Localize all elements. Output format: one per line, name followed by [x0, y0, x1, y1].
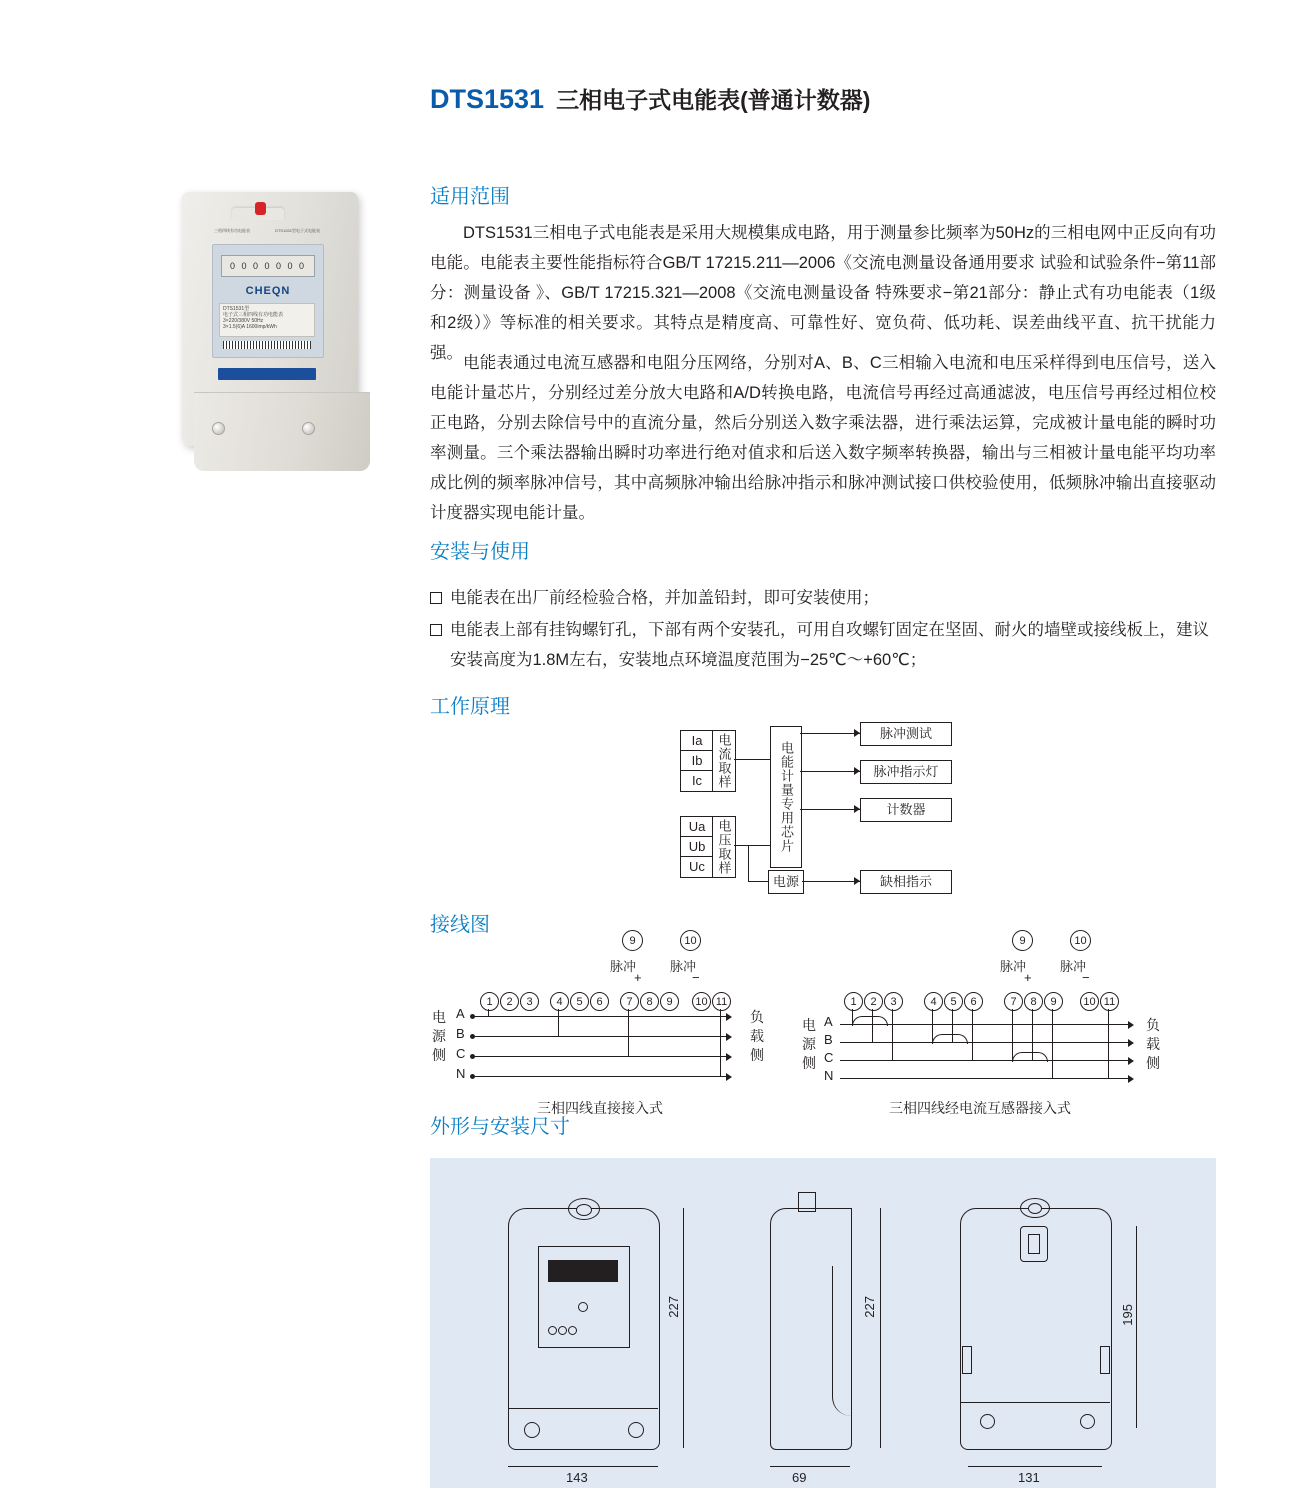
arrow-icon	[854, 767, 860, 775]
back-rib-left	[962, 1346, 972, 1374]
front-button-2	[558, 1326, 567, 1335]
wiring-diagram-direct	[430, 930, 770, 1116]
terminal-11: 11	[712, 992, 731, 1011]
front-led	[578, 1302, 588, 1312]
pulse-label-minus: 脉冲	[1060, 959, 1087, 974]
wire-line-b	[472, 1036, 728, 1037]
terminal-1: 1	[480, 992, 499, 1011]
back-divider	[960, 1402, 1110, 1403]
input-label-ua: Ua	[680, 816, 713, 838]
connector-voltage-power	[748, 845, 749, 881]
meter-face-panel	[212, 244, 324, 358]
terminal-6: 6	[964, 992, 983, 1011]
arrow-icon	[726, 1073, 732, 1081]
pulse-terminal-9: 9	[1012, 930, 1033, 951]
wire-drop-4	[558, 1009, 559, 1036]
section-heading-install: 安装与使用	[430, 541, 530, 563]
meter-barcode	[223, 341, 311, 349]
output-phase-loss: 缺相指示	[860, 870, 952, 894]
phase-label-n: N	[456, 1066, 466, 1081]
source-side-label: 电 源 侧	[802, 1017, 816, 1071]
wire-drop-4	[932, 1009, 933, 1042]
wire-drop-1	[488, 1009, 489, 1016]
phase-label-a: A	[456, 1006, 465, 1021]
wire-line-a	[472, 1016, 728, 1017]
phase-label-n: N	[824, 1068, 834, 1083]
connector-chip-counter	[800, 809, 860, 810]
back-mounting-hole-left	[980, 1414, 995, 1429]
wiring-caption-direct: 三相四线直接接入式	[537, 1100, 663, 1116]
pulse-sign-plus: +	[1024, 970, 1032, 985]
meter-register-display: 0 0 0 0 0 0 0	[221, 255, 315, 277]
wire-drop-3	[892, 1009, 893, 1060]
meter-screw-right	[302, 422, 315, 435]
back-hanger-hole-inner	[1028, 1203, 1042, 1214]
hanger-hole-inner	[576, 1204, 592, 1216]
back-mounting-hole-right	[1080, 1414, 1095, 1429]
terminal-2: 2	[864, 992, 883, 1011]
connector-chip-led	[800, 771, 860, 772]
pulse-terminal-10: 10	[1070, 930, 1091, 951]
terminal-8: 8	[640, 992, 659, 1011]
wire-line-n	[472, 1076, 728, 1077]
dimension-panel	[430, 1158, 1216, 1488]
dimension-value-side-width: 69	[792, 1470, 807, 1485]
wire-drop-7	[1012, 1009, 1013, 1060]
junction-dot	[470, 1074, 475, 1079]
dimension-back-view	[940, 1186, 1180, 1485]
dimension-value-side-height: 227	[862, 1296, 877, 1318]
wire-drop-7	[628, 1009, 629, 1056]
dimension-side-view	[730, 1186, 930, 1485]
checkbox-icon	[430, 592, 442, 604]
block-voltage-sampling: 电压取样	[712, 816, 736, 878]
meter-spec-line2: 电子式三相四线有功电能表	[223, 312, 284, 318]
side-hanger	[798, 1192, 816, 1212]
wiring-caption-ct: 三相四线经电流互感器接入式	[889, 1100, 1071, 1116]
scope-paragraph-1: DTS1531三相电子式电能表是采用大规模集成电路，用于测量参比频率为50Hz的三相电网中正反向有功电能。电能表主要性能指标符合GB/T 17215.211—2006《交流电测量设备通用要求 试验和试验条件−第11部分：测量设备 》、GB/T 17215.321—2008《交流电测量设备 特殊要求−第21部分：静止式有功电能表（1级和2级）》等标准的相关要求。其特点是精度高、可靠性好、宽负荷、低功耗、误差曲线平直、抗干扰能力强。	[430, 224, 1216, 362]
wire-drop-9	[1052, 1009, 1053, 1078]
meter-screw-left	[212, 422, 225, 435]
section-heading-wiring: 接线图	[430, 914, 490, 936]
install-item-2: 电能表上部有挂钩螺钉孔，下部有两个安装孔，可用自攻螺钉固定在坚固、耐火的墙壁或接线板上，建议安装高度为1.8M左右，安装地点环境温度范围为−25℃～+60℃；	[450, 621, 1209, 669]
dimension-front-view	[478, 1186, 708, 1485]
block-metering-chip: 电能计量专用芯片	[770, 726, 802, 868]
meter-indicator-led	[255, 202, 266, 215]
terminal-5: 5	[570, 992, 589, 1011]
pulse-label-plus: 脉冲	[1000, 959, 1027, 974]
wire-drop-11	[1108, 1009, 1109, 1078]
dimension-value-front-width: 143	[566, 1470, 588, 1485]
wire-drop-5	[952, 1009, 953, 1042]
terminal-5: 5	[944, 992, 963, 1011]
ct-coil-c	[1012, 1052, 1048, 1062]
terminal-10: 10	[692, 992, 711, 1011]
arrow-icon	[1128, 1039, 1134, 1047]
dimension-line-width	[508, 1466, 658, 1467]
list-item	[430, 583, 1220, 613]
meter-strip-left: 三相四线有功电能表	[214, 228, 250, 233]
mounting-hole-left	[524, 1422, 540, 1438]
product-photo	[170, 168, 370, 458]
list-item	[430, 615, 1220, 675]
arrow-icon	[854, 877, 860, 885]
phase-label-b: B	[456, 1026, 465, 1041]
input-label-uc: Uc	[680, 856, 713, 878]
pulse-sign-minus: −	[692, 970, 700, 985]
mounting-hole-right	[628, 1422, 644, 1438]
front-button-1	[548, 1326, 557, 1335]
arrow-icon	[1128, 1021, 1134, 1029]
junction-dot	[470, 1054, 475, 1059]
pulse-sign-plus: +	[634, 970, 642, 985]
wire-line-c	[840, 1060, 1130, 1061]
output-pulse-led: 脉冲指示灯	[860, 760, 952, 784]
meter-strip-right: DTS1531型电子式电能表	[275, 228, 320, 233]
front-button-3	[568, 1326, 577, 1335]
section-heading-scope: 适用范围	[430, 186, 510, 208]
arrow-icon	[726, 1013, 732, 1021]
terminal-7: 7	[620, 992, 639, 1011]
dimension-value-back-width: 131	[1018, 1470, 1040, 1485]
page-title-name: 三相电子式电能表(普通计数器)	[556, 87, 871, 113]
arrow-icon	[854, 729, 860, 737]
page-title	[430, 82, 870, 115]
meter-body	[182, 192, 358, 446]
scope-paragraph-2: 电能表通过电流互感器和电阻分压网络，分别对A、B、C三相输入电流和电压采样得到电压信号，送入电能计量芯片，分别经过差分放大电路和A/D转换电路，电流信号再经过高通滤波，电压信号再经过相位校正电路，分别去除信号中的直流分量，然后分别送入数字乘法器，进行乘法运算，完成被计量电能的瞬时功率测量。三个乘法器输出瞬时功率进行绝对值求和后送入数字频率转换器，输出与三相被计量电能平均功率成比例的频率脉冲信号，其中高频脉冲输出给脉冲指示和脉冲测试接口供校验使用，低频脉冲输出直接驱动计度器实现电能计量。	[430, 354, 1216, 522]
section-heading-principle: 工作原理	[430, 696, 510, 718]
dimension-value-back-height: 195	[1120, 1304, 1135, 1326]
wire-line-c	[472, 1056, 728, 1057]
block-power-supply: 电源	[768, 870, 804, 894]
terminal-1: 1	[844, 992, 863, 1011]
install-list	[430, 583, 1220, 677]
pulse-label-minus: 脉冲	[670, 959, 697, 974]
ct-coil-a	[852, 1016, 888, 1026]
install-item-1: 电能表在出厂前经检验合格，并加盖铅封，即可安装使用；	[450, 589, 879, 607]
dimension-line-width	[968, 1466, 1102, 1467]
page-title-model: DTS1531	[430, 84, 545, 114]
meter-manufacturer-bar	[218, 368, 316, 380]
wire-line-b	[840, 1042, 1130, 1043]
block-current-sampling: 电流取样	[712, 730, 736, 792]
back-slot-inner	[1028, 1234, 1040, 1254]
front-register	[548, 1260, 618, 1282]
meter-nameplate-strip	[214, 228, 320, 237]
input-label-ub: Ub	[680, 836, 713, 858]
meter-spec-label	[219, 303, 315, 337]
connector-chip-test	[800, 733, 860, 734]
section-heading-dimensions: 外形与安装尺寸	[430, 1116, 570, 1138]
terminal-9: 9	[660, 992, 679, 1011]
terminal-4: 4	[924, 992, 943, 1011]
dimension-line-height	[683, 1208, 684, 1448]
arrow-icon	[726, 1033, 732, 1041]
terminal-3: 3	[520, 992, 539, 1011]
source-side-label: 电 源 侧	[432, 1009, 446, 1063]
pulse-terminal-10: 10	[680, 930, 701, 951]
checkbox-icon	[430, 624, 442, 636]
terminal-4: 4	[550, 992, 569, 1011]
dimension-value-front-height: 227	[666, 1296, 681, 1318]
arrow-icon	[854, 805, 860, 813]
terminal-6: 6	[590, 992, 609, 1011]
terminal-8: 8	[1024, 992, 1043, 1011]
connector-current-chip	[734, 759, 770, 760]
wiring-diagram-ct	[800, 930, 1170, 1116]
pulse-terminal-9: 9	[622, 930, 643, 951]
meter-spec-line3: 3×220/380V 50Hz	[223, 318, 264, 324]
phase-label-c: C	[456, 1046, 466, 1061]
terminal-2: 2	[500, 992, 519, 1011]
terminal-9: 9	[1044, 992, 1063, 1011]
wire-drop-6	[972, 1009, 973, 1060]
input-label-ib: Ib	[680, 750, 713, 772]
connector-voltage-chip	[734, 845, 770, 846]
terminal-11: 11	[1100, 992, 1119, 1011]
wire-drop-8	[1032, 1009, 1033, 1060]
front-cover-line	[508, 1408, 658, 1409]
principle-block-diagram	[660, 718, 990, 889]
meter-spec-line4: 3×1.5(6)A 1600imp/kWh	[223, 324, 277, 330]
load-side-label: 负 载 侧	[1146, 1017, 1160, 1071]
terminal-7: 7	[1004, 992, 1023, 1011]
pulse-sign-minus: −	[1082, 970, 1090, 985]
terminal-10: 10	[1080, 992, 1099, 1011]
meter-brand-logo: CHEQN	[245, 285, 291, 297]
wire-drop-1	[852, 1009, 853, 1024]
pulse-label-plus: 脉冲	[610, 959, 637, 974]
load-side-label: 负 载 侧	[750, 1009, 764, 1063]
arrow-icon	[1128, 1075, 1134, 1083]
phase-label-a: A	[824, 1014, 833, 1029]
phase-label-c: C	[824, 1050, 834, 1065]
input-label-ic: Ic	[680, 770, 713, 792]
meter-spec-line1: DTS1531型	[223, 306, 250, 312]
input-label-ia: Ia	[680, 730, 713, 752]
dimension-line-height	[1136, 1226, 1137, 1428]
junction-dot	[470, 1034, 475, 1039]
side-cover-curve	[832, 1266, 851, 1416]
wire-drop-2	[872, 1009, 873, 1042]
phase-label-b: B	[824, 1032, 833, 1047]
dimension-line-width	[770, 1466, 850, 1467]
connector-power-in	[748, 881, 768, 882]
output-pulse-test: 脉冲测试	[860, 722, 952, 746]
terminal-3: 3	[884, 992, 903, 1011]
ct-coil-b	[932, 1034, 968, 1044]
connector-power-phase	[802, 881, 860, 882]
arrow-icon	[1128, 1057, 1134, 1065]
arrow-icon	[726, 1053, 732, 1061]
back-rib-right	[1100, 1346, 1110, 1374]
output-counter: 计数器	[860, 798, 952, 822]
dimension-line-height	[880, 1208, 881, 1448]
wire-line-n	[840, 1078, 1130, 1079]
junction-dot	[470, 1014, 475, 1019]
wire-drop-11	[720, 1009, 721, 1076]
